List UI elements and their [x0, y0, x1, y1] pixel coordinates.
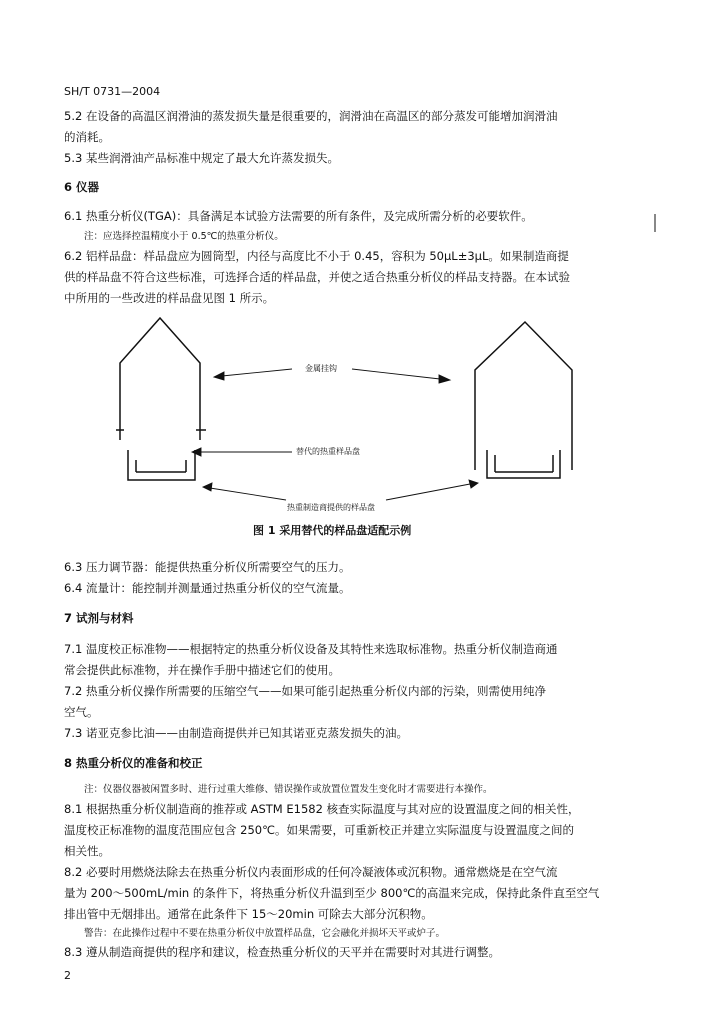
paragraph-7-2-cont: 空气。 [64, 705, 99, 719]
paragraph-8-2: 8.2 必要时用燃烧法除去在热重分析仪内表面形成的任何冷凝液体或沉积物。通常燃烧是在空气流 [64, 865, 558, 879]
section-heading-7: 7 试剂与材料 [64, 611, 134, 625]
label-metal-hook: 金属挂钩 [305, 364, 337, 373]
left-metal-cover-outline [120, 318, 200, 440]
note-8: 注：仪器仪器被闲置多时、进行过重大维修、错误操作或放置位置发生变化时才需要进行本操作。 [84, 784, 493, 795]
note-6-1: 注：应选择控温精度小于 0.5℃的热重分析仪。 [84, 231, 284, 242]
paragraph-6-4: 6.4 流量计：能控制并测量通过热重分析仪的空气流量。 [64, 581, 351, 595]
paragraph-6-2: 6.2 铝样品盘：样品盘应为圆筒型，内径与高度比不小于 0.45，容积为 50μL±3μL。如果制造商提 [64, 249, 569, 263]
paragraph-5-3: 5.3 某些润滑油产品标准中规定了最大允许蒸发损失。 [64, 151, 339, 165]
section-heading-8: 8 热重分析仪的准备和校正 [64, 756, 203, 770]
paragraph-7-1-cont: 常会提供此标准物，并在操作手册中描述它们的使用。 [64, 663, 340, 677]
paragraph-8-1: 8.1 根据热重分析仪制造商的推荐或 ASTM E1582 核查实际温度与其对应的设置温度之间的相关性， [64, 802, 580, 816]
paragraph-6-1: 6.1 热重分析仪(TGA)：具备满足本试验方法需要的所有条件，及完成所需分析的必要软件。 [64, 209, 533, 223]
right-metal-cover-outline [475, 322, 572, 470]
paragraph-8-3: 8.3 遵从制造商提供的程序和建议，检查热重分析仪的天平并在需要时对其进行调整。 [64, 945, 500, 959]
section-heading-6: 6 仪器 [64, 180, 100, 194]
paragraph-6-2-cont-1: 供的样品盘不符合这些标准，可选择合适的样品盘，并使之适合热重分析仪的样品支持器。在本试验 [64, 270, 570, 284]
paragraph-6-2-cont-2: 中所用的一些改进的样品盘见图 1 所示。 [64, 291, 275, 305]
paragraph-5-2: 5.2 在设备的高温区润滑油的蒸发损失量是很重要的，润滑油在高温区的部分蒸发可能增加润滑油 [64, 109, 558, 123]
label-manufacturer-pan: 热重制造商提供的样品盘 [287, 503, 375, 512]
label-alternative-pan: 替代的热重样品盘 [296, 447, 360, 456]
page-number: 2 [64, 969, 71, 982]
paragraph-5-2-cont: 的消耗。 [64, 130, 110, 144]
figure-caption: 图 1 采用替代的样品盘适配示例 [253, 524, 412, 537]
paragraph-6-3: 6.3 压力调节器：能提供热重分析仪所需要空气的压力。 [64, 560, 351, 574]
paragraph-7-1: 7.1 温度校正标准物——根据特定的热重分析仪设备及其特性来选取标准物。热重分析仪制造商通 [64, 642, 558, 656]
right-manufacturer-pan [487, 450, 560, 478]
paragraph-7-3: 7.3 诺亚克参比油——由制造商提供并已知其诺亚克蒸发损失的油。 [64, 726, 408, 740]
paragraph-7-2: 7.2 热重分析仪操作所需要的压缩空气——如果可能引起热重分析仪内部的污染，则需使用纯净 [64, 684, 546, 698]
paragraph-8-1-cont-1: 温度校正标准物的温度范围应包含 250℃。如果需要，可重新校正并建立实际温度与设置温度之间的 [64, 823, 575, 837]
left-alternative-pan [128, 450, 195, 480]
document-header: SH/T 0731—2004 [64, 85, 161, 98]
paragraph-8-2-cont-2: 排出管中无烟排出。通常在此条件下 15～20min 可除去大部分沉积物。 [64, 907, 433, 921]
paragraph-8-2-cont-1: 量为 200～500mL/min 的条件下，将热重分析仪升温到至少 800℃的高温来完成，保持此条件直至空气 [64, 886, 600, 900]
paragraph-8-1-cont-2: 相关性。 [64, 844, 110, 858]
warning-8-2: 警告：在此操作过程中不要在热重分析仪中放置样品盘，它会融化并损坏天平或炉子。 [84, 928, 446, 939]
